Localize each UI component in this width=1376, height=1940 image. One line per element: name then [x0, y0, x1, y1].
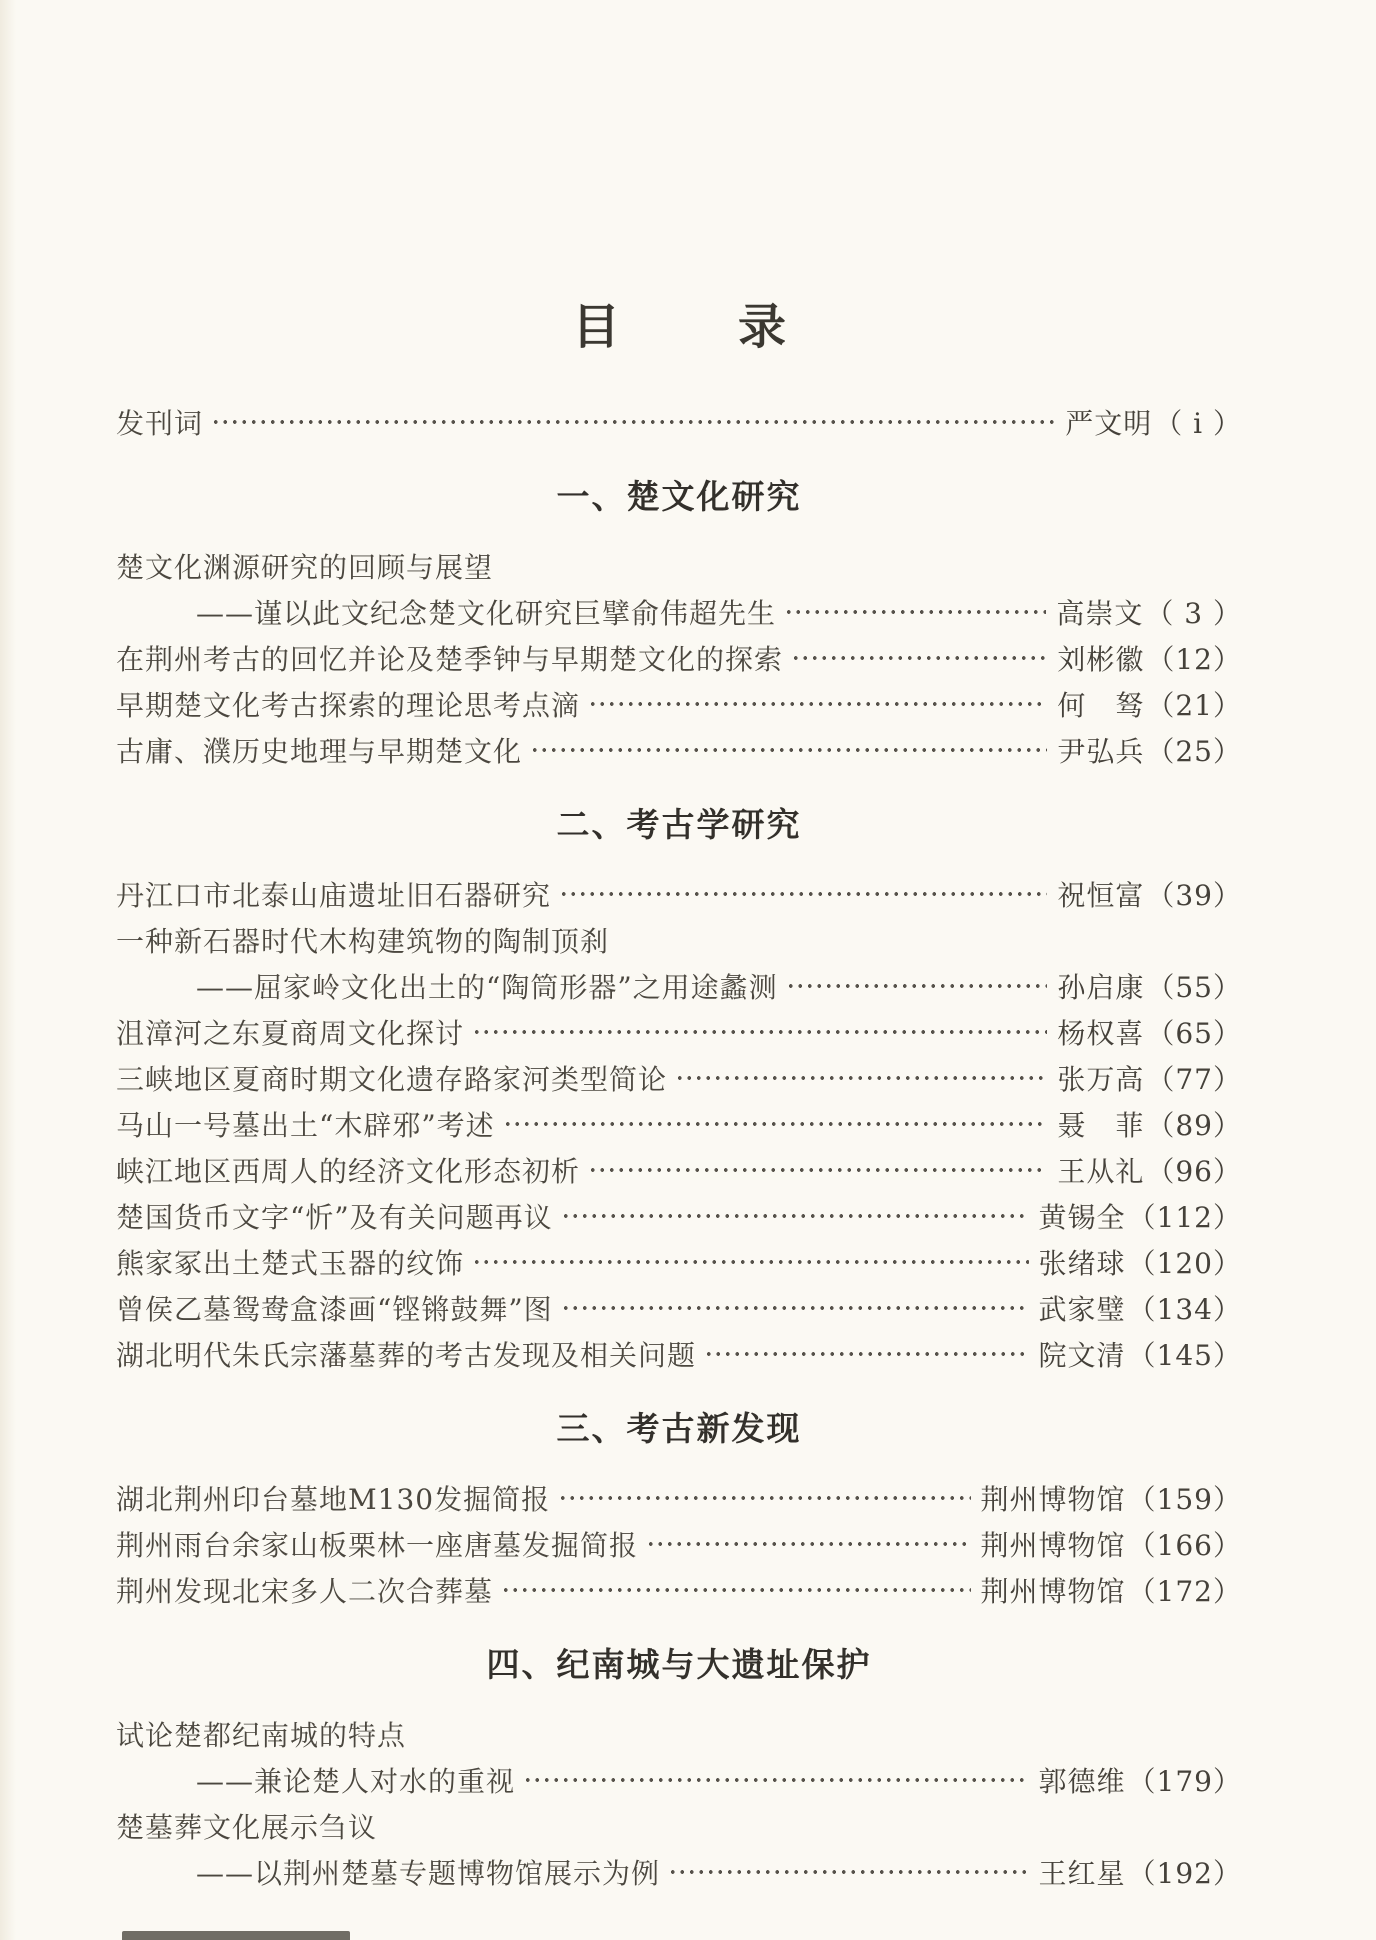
entry-ref — [1039, 1288, 1242, 1328]
toc-entry — [116, 1101, 1242, 1147]
entry-title: 荆州雨台余家山板栗林一座唐墓发掘简报 — [116, 1529, 639, 1562]
entry-title: 熊家冢出土楚式玉器的纹饰 — [116, 1247, 465, 1280]
entry-title: 峡江地区西周人的经济文化形态初析 — [116, 1155, 581, 1188]
section-heading — [116, 471, 1242, 517]
entry-author: 张绪球 — [1038, 1247, 1126, 1280]
toc-entry — [116, 1285, 1242, 1331]
toc-entry — [116, 589, 1242, 635]
entry-author: 祝恒富 — [1057, 879, 1145, 912]
entry-page: （21） — [1146, 689, 1242, 722]
entry-author: 何 驽 — [1057, 689, 1145, 722]
entry-title: 早期楚文化考古探索的理论思考点滴 — [116, 689, 581, 722]
section-heading — [116, 1639, 1242, 1685]
entry-ref — [1057, 1058, 1242, 1098]
dot-leader — [530, 727, 1047, 773]
entry-page: （ 3 ） — [1145, 597, 1242, 630]
entry-author: 荆州博物馆 — [980, 1575, 1126, 1608]
entry-page: （134） — [1127, 1293, 1242, 1326]
entry-ref — [981, 1478, 1242, 1518]
dot-leader — [791, 635, 1047, 681]
entry-ref — [1057, 638, 1242, 678]
entry-title: 楚墓葬文化展示刍议 — [116, 1811, 378, 1844]
entry-page: （77） — [1146, 1063, 1242, 1096]
entry-ref — [981, 1570, 1242, 1610]
toc-entry — [116, 1239, 1242, 1285]
toc-entry — [116, 1849, 1242, 1895]
dot-leader — [668, 1849, 1029, 1895]
entry-ref — [1057, 730, 1242, 770]
toc-entry — [116, 871, 1242, 917]
entry-author: 武家璧 — [1038, 1293, 1126, 1326]
entry-author: 郭德维 — [1038, 1765, 1126, 1798]
section-heading-label: 一、楚文化研究 — [556, 476, 802, 516]
dot-leader — [503, 1101, 1048, 1147]
dot-leader — [786, 963, 1048, 1009]
dot-leader — [704, 1331, 1029, 1377]
toc-entry — [116, 1521, 1242, 1567]
page-title — [116, 0, 1242, 355]
entry-author: 高崇文 — [1056, 597, 1144, 630]
entry-title: 荆州发现北宋多人二次合葬墓 — [116, 1575, 494, 1608]
entry-author: 严文明 — [1065, 407, 1153, 440]
entry-title: 一种新石器时代木构建筑物的陶制顶刹 — [116, 925, 610, 958]
entry-page: （55） — [1146, 971, 1242, 1004]
entry-ref — [1056, 592, 1242, 632]
dot-leader — [588, 681, 1047, 727]
entry-ref — [1057, 874, 1242, 914]
toc-entry — [116, 1193, 1242, 1239]
entry-ref — [1057, 684, 1242, 724]
entry-title: 丹江口市北泰山庙遗址旧石器研究 — [116, 879, 552, 912]
entry-author: 孙启康 — [1057, 971, 1145, 1004]
entry-page: （179） — [1127, 1765, 1242, 1798]
dot-leader — [588, 1147, 1047, 1193]
entry-title: 湖北荆州印台墓地M130发掘简报 — [116, 1483, 551, 1516]
entry-author: 刘彬徽 — [1057, 643, 1145, 676]
dot-leader — [646, 1521, 971, 1567]
entry-ref — [1057, 1150, 1242, 1190]
entry-author: 张万高 — [1057, 1063, 1145, 1096]
dot-leader — [784, 589, 1046, 635]
entry-author: 聂 菲 — [1057, 1109, 1145, 1142]
entry-title: ——以荆州楚墓专题博物馆展示为例 — [196, 1857, 661, 1890]
entry-author: 杨权喜 — [1057, 1017, 1145, 1050]
entry-page: （192） — [1127, 1857, 1242, 1890]
toc-entry — [116, 1567, 1242, 1613]
entry-title: 沮漳河之东夏商周文化探讨 — [116, 1017, 465, 1050]
toc-list — [116, 399, 1242, 1895]
entry-title: 试论楚都纪南城的特点 — [116, 1719, 407, 1752]
section-heading-label: 二、考古学研究 — [556, 804, 802, 844]
section-heading — [116, 1403, 1242, 1449]
toc-entry — [116, 681, 1242, 727]
entry-ref — [1039, 1760, 1242, 1800]
dot-leader — [211, 399, 1055, 445]
entry-author: 尹弘兵 — [1057, 735, 1145, 768]
toc-entry — [116, 963, 1242, 1009]
entry-title: 古庸、濮历史地理与早期楚文化 — [116, 735, 523, 768]
section-heading-label: 四、纪南城与大遗址保护 — [486, 1644, 872, 1684]
toc-entry-foreword — [116, 399, 1242, 445]
toc-entry — [116, 635, 1242, 681]
entry-page: （12） — [1146, 643, 1242, 676]
entry-author: 黄锡全 — [1038, 1201, 1126, 1234]
dot-leader — [472, 1239, 1029, 1285]
entry-page: （89） — [1146, 1109, 1242, 1142]
toc-entry — [116, 1331, 1242, 1377]
dot-leader — [523, 1757, 1029, 1803]
dot-leader — [561, 1193, 1029, 1239]
dot-leader — [472, 1009, 1047, 1055]
page-title-char-left: 目 — [571, 299, 620, 355]
entry-ref — [1039, 1196, 1242, 1236]
entry-title: 马山一号墓出土“木辟邪”考述 — [116, 1109, 495, 1142]
toc-entry — [116, 1757, 1242, 1803]
entry-ref — [1057, 1012, 1242, 1052]
entry-page: （166） — [1127, 1529, 1242, 1562]
dot-leader — [561, 1285, 1029, 1331]
entry-page: （159） — [1127, 1483, 1242, 1516]
entry-author: 院文清 — [1038, 1339, 1126, 1372]
entry-page: （39） — [1146, 879, 1242, 912]
entry-title: 楚文化渊源研究的回顾与展望 — [116, 551, 494, 584]
entry-author: 王红星 — [1038, 1857, 1126, 1890]
entry-ref — [981, 1524, 1242, 1564]
toc-entry — [116, 1055, 1242, 1101]
toc-entry — [116, 1475, 1242, 1521]
entry-page: （96） — [1146, 1155, 1242, 1188]
entry-page: （65） — [1146, 1017, 1242, 1050]
page-title-char-right: 录 — [738, 299, 787, 355]
entry-author: 王从礼 — [1057, 1155, 1145, 1188]
entry-title: 在荆州考古的回忆并论及楚季钟与早期楚文化的探索 — [116, 643, 784, 676]
entry-page: （112） — [1127, 1201, 1242, 1234]
entry-page: （145） — [1127, 1339, 1242, 1372]
entry-title: 湖北明代朱氏宗藩墓葬的考古发现及相关问题 — [116, 1339, 697, 1372]
entry-author: 荆州博物馆 — [980, 1529, 1126, 1562]
dot-leader — [501, 1567, 971, 1613]
entry-ref — [1039, 1334, 1242, 1374]
dot-leader — [675, 1055, 1047, 1101]
toc-entry — [116, 1803, 1242, 1849]
toc-entry — [116, 543, 1242, 589]
entry-author: 荆州博物馆 — [980, 1483, 1126, 1516]
entry-ref — [1039, 1242, 1242, 1282]
entry-ref — [1065, 402, 1242, 442]
entry-title: ——谨以此文纪念楚文化研究巨擘俞伟超先生 — [196, 597, 777, 630]
entry-ref — [1039, 1852, 1242, 1892]
entry-title: 曾侯乙墓鸳鸯盒漆画“铿锵鼓舞”图 — [116, 1293, 553, 1326]
dot-leader — [558, 1475, 970, 1521]
dot-leader — [559, 871, 1047, 917]
entry-title: ——屈家岭文化出土的“陶筒形器”之用途蠡测 — [196, 971, 778, 1004]
entry-page: （25） — [1146, 735, 1242, 768]
entry-ref — [1057, 1104, 1242, 1144]
section-heading-label: 三、考古新发现 — [556, 1408, 802, 1448]
toc-entry — [116, 1009, 1242, 1055]
toc-entry — [116, 1711, 1242, 1757]
section-heading — [116, 799, 1242, 845]
entry-page: （ i ） — [1154, 407, 1242, 440]
scan-smudge-artifact — [122, 1931, 350, 1940]
entry-title: 三峡地区夏商时期文化遗存路家河类型简论 — [116, 1063, 668, 1096]
entry-page: （120） — [1127, 1247, 1242, 1280]
toc-entry — [116, 917, 1242, 963]
toc-entry — [116, 727, 1242, 773]
entry-title: 楚国货币文字“忻”及有关问题再议 — [116, 1201, 553, 1234]
entry-ref — [1057, 966, 1242, 1006]
toc-entry — [116, 1147, 1242, 1193]
entry-title: 发刊词 — [116, 407, 204, 440]
entry-title: ——兼论楚人对水的重视 — [196, 1765, 516, 1798]
entry-page: （172） — [1127, 1575, 1242, 1608]
